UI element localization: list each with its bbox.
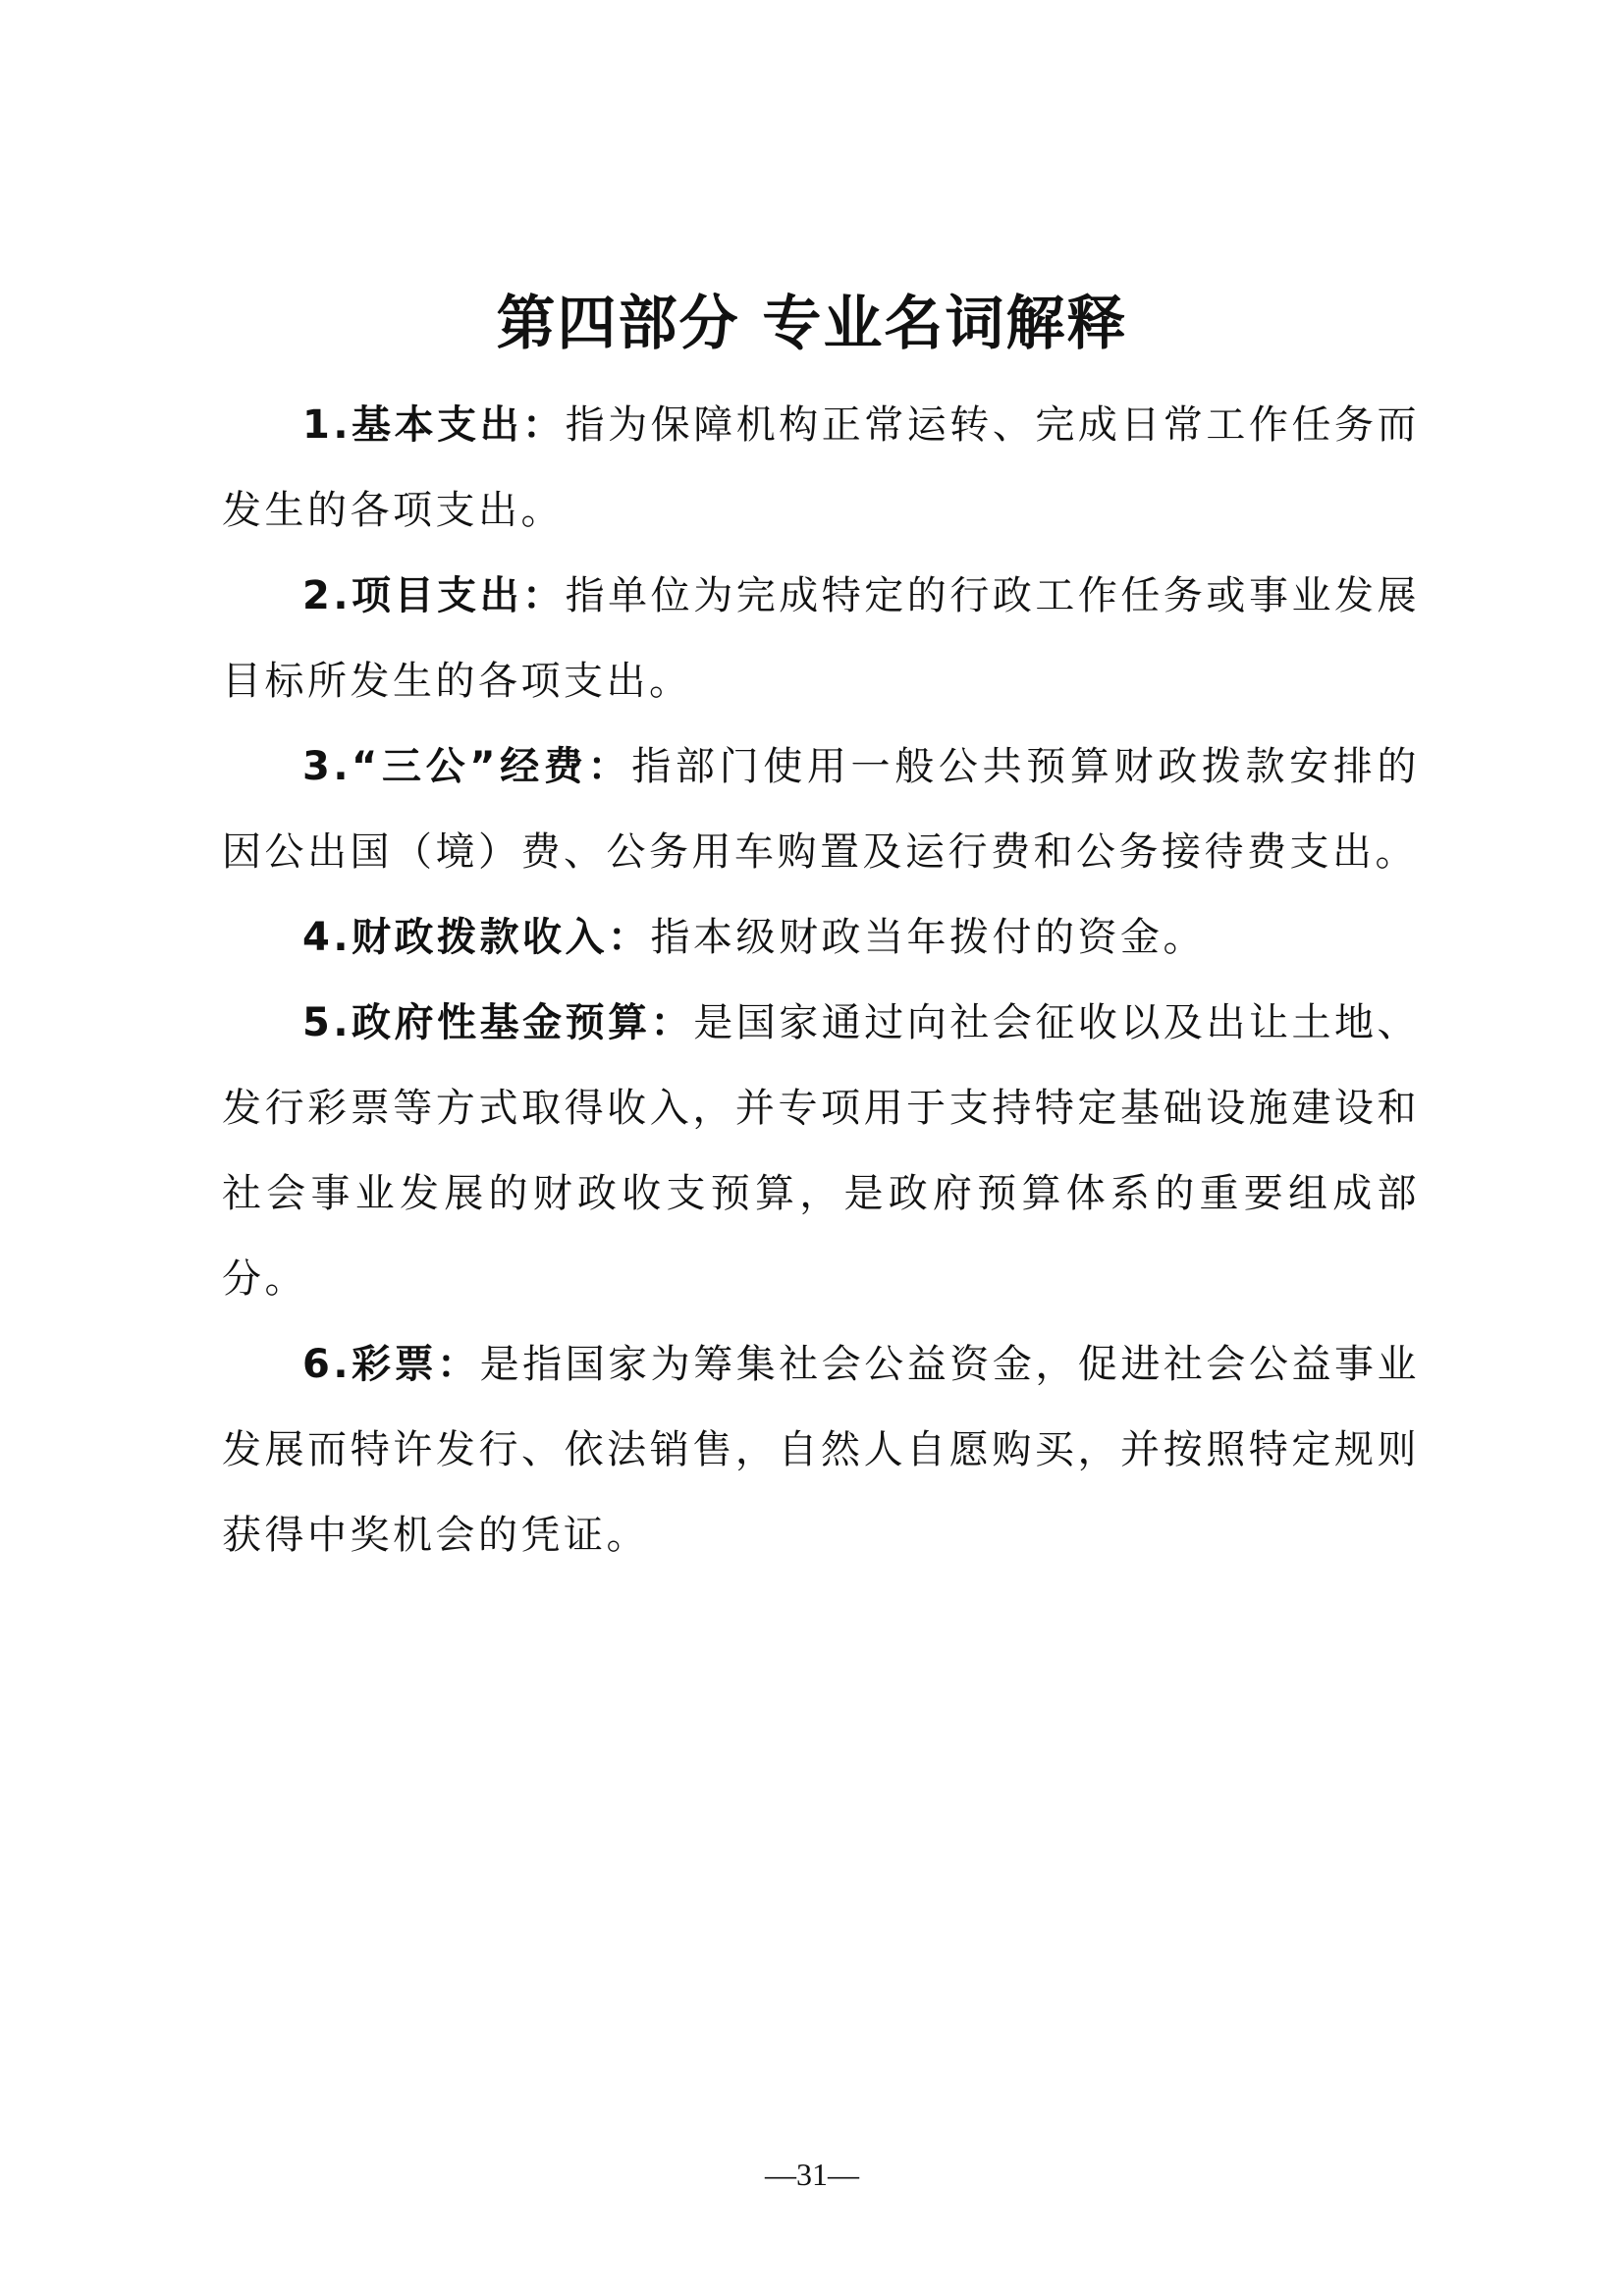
glossary-entry-lottery [222,1322,1420,1578]
glossary-definition: 指本级财政当年拨付的资金。 [650,915,1207,960]
glossary-list [222,383,1420,1578]
glossary-entry-project-expenditure [222,554,1420,724]
glossary-definition: 是国家通过向社会征收以及出让土地、发行彩票等方式取得收入，并专项用于支持特定基础设施建设和社会事业发展的财政收支预算，是政府预算体系的重要组成部分。 [222,1000,1421,1302]
glossary-entry-fiscal-appropriation-income [222,895,1420,981]
glossary-entry-three-public-expenses [222,724,1420,895]
glossary-definition: 是指国家为筹集社会公益资金，促进社会公益事业发展而特许发行、依法销售，自然人自愿购买，并按照特定规则获得中奖机会的凭证。 [222,1342,1421,1558]
glossary-term: 2.项目支出： [302,573,566,618]
glossary-term: 1.基本支出： [302,402,566,448]
glossary-entry-government-fund-budget [222,981,1420,1322]
glossary-entry-basic-expenditure [222,383,1420,554]
glossary-term: 4.财政拨款收入： [302,915,651,960]
glossary-definition: 指单位为完成特定的行政工作任务或事业发展目标所发生的各项支出。 [222,573,1420,704]
glossary-term: 3.“三公”经费： [302,744,632,789]
glossary-definition: 指部门使用一般公共预算财政拨款安排的因公出国（境）费、公务用车购置及运行费和公务接待费支出。 [222,744,1421,875]
page-title: 第四部分 专业名词解释 [496,290,1128,358]
page-number: —31— [765,2157,859,2192]
glossary-definition: 指为保障机构正常运转、完成日常工作任务而发生的各项支出。 [222,402,1420,533]
glossary-term: 5.政府性基金预算： [302,1000,694,1045]
glossary-term: 6.彩票： [302,1342,480,1387]
